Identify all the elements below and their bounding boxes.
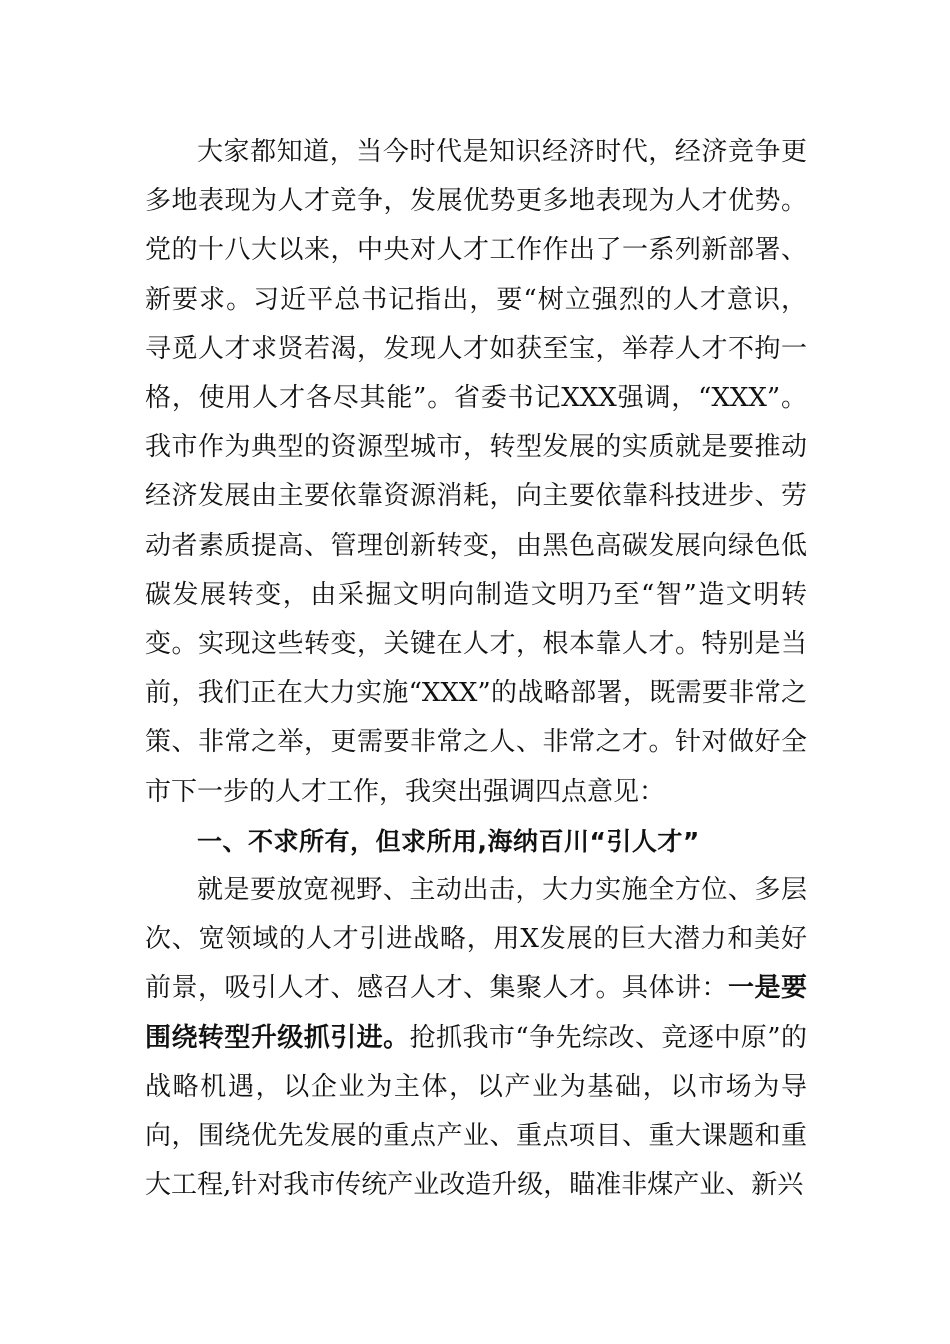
emphasis-text: 一是要围绕转型升级抓引进。	[145, 973, 807, 1053]
section-paragraph	[145, 866, 807, 1210]
document-body	[145, 128, 807, 1210]
section-paragraph-text: 就是要放宽视野、主动出击，大力实施全方位、多层次、宽领域的人才引进战略，用X发展的巨大潜力和美好前景，吸引人才、感召人才、集聚人才。具体讲：	[145, 875, 807, 1004]
section-heading: 一、不求所有，但求所用,海纳百川“引人才”	[197, 826, 700, 856]
intro-paragraph: 大家都知道，当今时代是知识经济时代，经济竞争更多地表现为人才竞争，发展优势更多地表现为人才优势。党的十八大以来，中央对人才工作作出了一系列新部署、新要求。习近平总书记指出，要“树立强烈的人才意识，寻觅人才求贤若渴，发现人才如获至宝，举荐人才不拘一格，使用人才各尽其能”。省委书记XXX强调，“XXX”。我市作为典型的资源型城市，转型发展的实质就是要推动经济发展由主要依靠资源消耗，向主要依靠科技进步、劳动者素质提高、管理创新转变，由黑色高碳发展向绿色低碳发展转变，由采掘文明向制造文明乃至“智”造文明转变。实现这些转变，关键在人才，根本靠人才。特别是当前，我们正在大力实施“XXX”的战略部署，既需要非常之策、非常之举，更需要非常之人、非常之才。针对做好全市下一步的人才工作，我突出强调四点意见：	[145, 137, 807, 807]
section-paragraph-continued: 抢抓我市“争先综改、竞逐中原”的战略机遇，以企业为主体，以产业为基础，以市场为导向，围绕优先发展的重点产业、重点项目、重大课题和重大工程,针对我市传统产业改造升级，瞄准非煤产业、新兴	[145, 1022, 807, 1201]
